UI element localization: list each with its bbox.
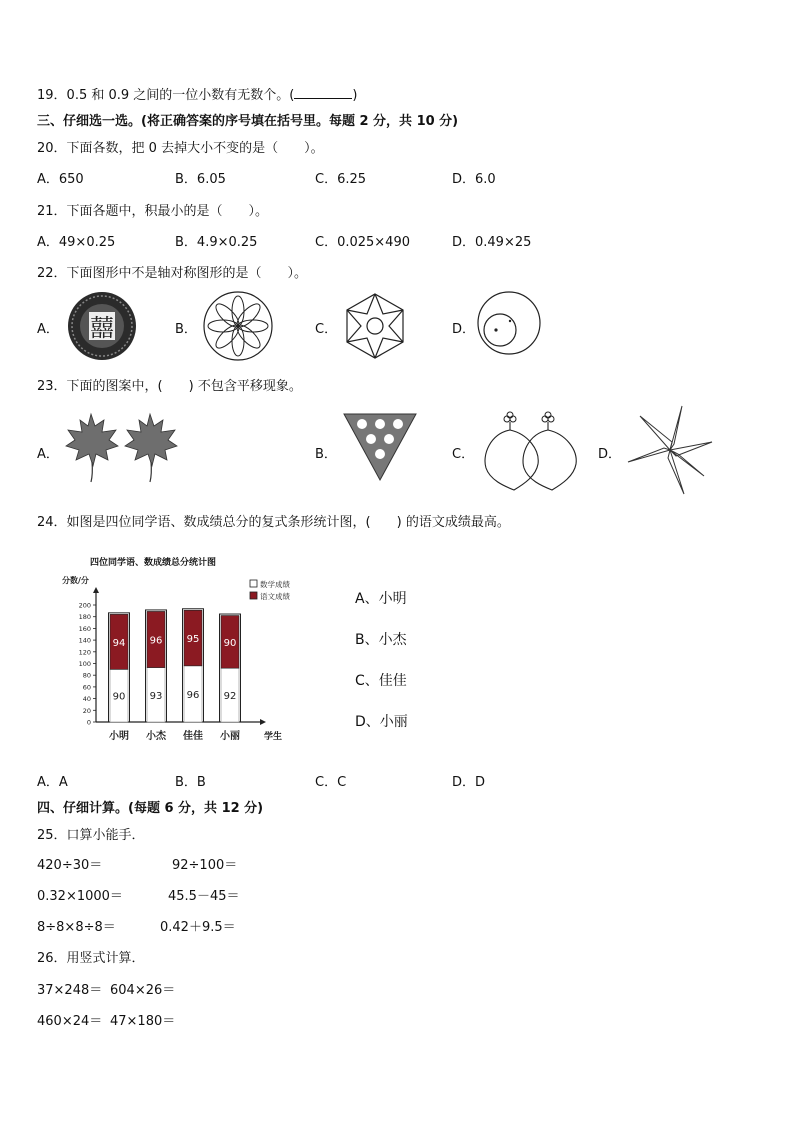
legend-label: 语文成绩: [260, 592, 290, 601]
legend-label: 数学成绩: [260, 580, 290, 589]
q24-option-c[interactable]: C．C: [315, 775, 347, 790]
category-label: 小杰: [146, 731, 166, 742]
q25-item: 92÷100＝: [172, 858, 238, 873]
question-24-stem: 24．如图是四位同学语、数成绩总分的复式条形统计图，( ) 的语文成绩最高。: [37, 515, 510, 530]
q24-choice-d[interactable]: D、小丽: [355, 714, 408, 730]
question-25-stem: 25．口算小能手．: [37, 828, 145, 843]
q24-choice-b[interactable]: B、小杰: [355, 632, 407, 648]
answer-blank[interactable]: [294, 87, 352, 99]
q20-option-a[interactable]: A．650: [37, 172, 84, 187]
q24-option-d[interactable]: D．D: [452, 775, 486, 790]
legend-swatch: [250, 592, 257, 599]
q21-option-c[interactable]: C．0.025×490: [315, 235, 410, 250]
q25-item: 420÷30＝: [37, 858, 103, 873]
snowflake-triangle-figure: [342, 412, 418, 482]
q23-label-d[interactable]: D．: [598, 447, 622, 462]
y-tick-label: 20: [82, 706, 91, 715]
legend-swatch: [250, 580, 257, 587]
math-value-label: 92: [223, 691, 237, 703]
q22-label-c[interactable]: C．: [315, 322, 338, 337]
q23-label-c[interactable]: C．: [452, 447, 475, 462]
double-happiness-glyph: 囍: [90, 314, 114, 342]
q25-item: 0.32×1000＝: [37, 889, 123, 904]
chart-svg: [60, 555, 300, 755]
y-tick-label: 0: [86, 718, 91, 727]
pinwheel-hexagon-figure: [339, 290, 411, 362]
section-3-heading: 三、仔细选一选。(将正确答案的序号填在括号里。每题 2 分，共 10 分): [37, 114, 459, 129]
q24-choice-c[interactable]: C、佳佳: [355, 673, 407, 689]
q26-item: 460×24＝: [37, 1014, 103, 1029]
q24-choice-a[interactable]: A、小明: [355, 591, 407, 607]
y-tick-label: 100: [78, 660, 91, 668]
q26-item: 37×248＝: [37, 983, 103, 998]
chinese-value-label: 95: [186, 634, 200, 646]
question-26-stem: 26．用竖式计算．: [37, 951, 145, 966]
math-value-label: 93: [149, 690, 163, 702]
chinese-value-label: 96: [149, 635, 163, 647]
q20-option-b[interactable]: B．6.05: [175, 172, 226, 187]
y-tick-label: 60: [82, 683, 91, 692]
y-tick-label: 160: [78, 624, 91, 633]
q22-label-d[interactable]: D．: [452, 322, 476, 337]
q20-option-c[interactable]: C．6.25: [315, 172, 367, 187]
category-label: 小明: [109, 731, 129, 742]
y-axis-label: 分数/分: [62, 576, 89, 585]
chart-title: 四位同学语、数成绩总分统计图: [90, 558, 217, 568]
q20-option-d[interactable]: D．6.0: [452, 172, 496, 187]
math-value-label: 90: [112, 691, 126, 703]
math-value-label: 96: [186, 689, 200, 701]
flower-rosette-figure: [202, 290, 274, 362]
two-maple-leaves-figure: [62, 410, 180, 486]
question-23-stem: 23．下面的图案中，( ) 不包含平移现象。: [37, 379, 302, 394]
q25-item: 45.5－45＝: [168, 889, 240, 904]
category-label: 佳佳: [183, 731, 203, 742]
question-19: [37, 84, 357, 103]
y-tick-label: 140: [78, 636, 91, 645]
q23-label-a[interactable]: A．: [37, 447, 59, 462]
eccentric-circles-figure: [476, 290, 542, 356]
category-label: 小丽: [220, 731, 240, 742]
section-4-heading: 四、仔细计算。(每题 6 分，共 12 分): [37, 801, 264, 816]
q22-label-a[interactable]: A．: [37, 322, 59, 337]
pinwheel-triangles-figure: [624, 404, 716, 496]
q19-text: 19．0.5 和 0.9 之间的一位小数有无数个。(: [37, 88, 295, 103]
chinese-value-label: 90: [223, 637, 237, 649]
q21-option-a[interactable]: A．49×0.25: [37, 235, 116, 250]
double-happiness-seal-figure: [66, 290, 138, 362]
q24-option-b[interactable]: B．B: [175, 775, 206, 790]
question-20-stem: 20．下面各数，把 0 去掉大小不变的是（ ）。: [37, 141, 324, 156]
q25-item: 8÷8×8÷8＝: [37, 920, 116, 935]
interlocking-hearts-figure: [480, 410, 580, 492]
q26-item: 604×26＝: [110, 983, 176, 998]
y-tick-label: 40: [82, 695, 91, 704]
chinese-value-label: 94: [112, 637, 126, 649]
y-tick-label: 180: [78, 613, 91, 622]
y-axis-arrow: [93, 587, 99, 593]
question-22-stem: 22．下面图形中不是轴对称图形的是（ ）。: [37, 266, 308, 281]
y-tick-label: 120: [78, 648, 91, 657]
q22-label-b[interactable]: B．: [175, 322, 197, 337]
x-axis-arrow: [260, 719, 266, 725]
q21-option-b[interactable]: B．4.9×0.25: [175, 235, 258, 250]
q24-option-a[interactable]: A．A: [37, 775, 68, 790]
x-axis-label: 学生: [264, 732, 283, 742]
q26-item: 47×180＝: [110, 1014, 176, 1029]
question-21-stem: 21．下面各题中，积最小的是（ ）。: [37, 204, 269, 219]
bar-chart: [60, 555, 300, 755]
q25-item: 0.42＋9.5＝: [160, 920, 236, 935]
y-tick-label: 200: [78, 601, 91, 610]
q23-label-b[interactable]: B．: [315, 447, 337, 462]
y-tick-label: 80: [82, 671, 91, 680]
q21-option-d[interactable]: D．0.49×25: [452, 235, 532, 250]
q19-close: ): [352, 88, 358, 103]
